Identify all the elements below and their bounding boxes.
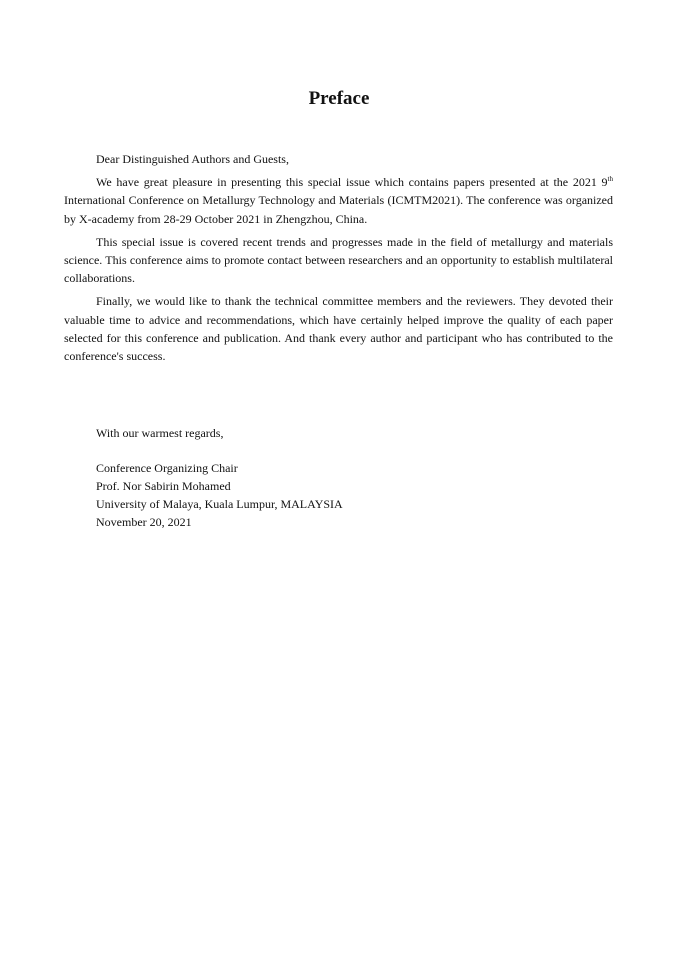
paragraph-acknowledgements: Finally, we would like to thank the technical committee members and the reviewers. They devoted their valuable time to advice and recommendations, which have certainly helped improve the quality of each paper selected for this conference and publication. And thank every author and participant who has contributed to the conference's success. [64,294,613,364]
page-title: Preface [308,88,370,109]
ordinal-superscript: th [607,175,613,184]
signature-date: November 20, 2021 [96,515,192,529]
signature-name: Prof. Nor Sabirin Mohamed [96,479,231,493]
signature-role: Conference Organizing Chair [96,461,238,475]
preface-body [64,150,613,370]
signature-block [96,459,343,531]
paragraph-1-part-1: We have great pleasure in presenting this special issue which contains papers presented at the 2021 9 [96,175,608,190]
greeting-line: Dear Distinguished Authors and Guests, [96,152,289,166]
paragraph-conference-intro [64,173,613,228]
closing-line: With our warmest regards, [96,426,224,440]
paragraph-1-part-2: International Conference on Metallurgy Technology and Materials (ICMTM2021). The conference was organized by X-academy from 28-29 October 2021 in Zhengzhou, China. [64,193,613,226]
signature-affiliation: University of Malaya, Kuala Lumpur, MALAYSIA [96,497,343,511]
paragraph-scope: This special issue is covered recent trends and progresses made in the field of metallurgy and materials science. This conference aims to promote contact between researchers and an opportunity to establish multilateral collaborations. [64,234,613,286]
